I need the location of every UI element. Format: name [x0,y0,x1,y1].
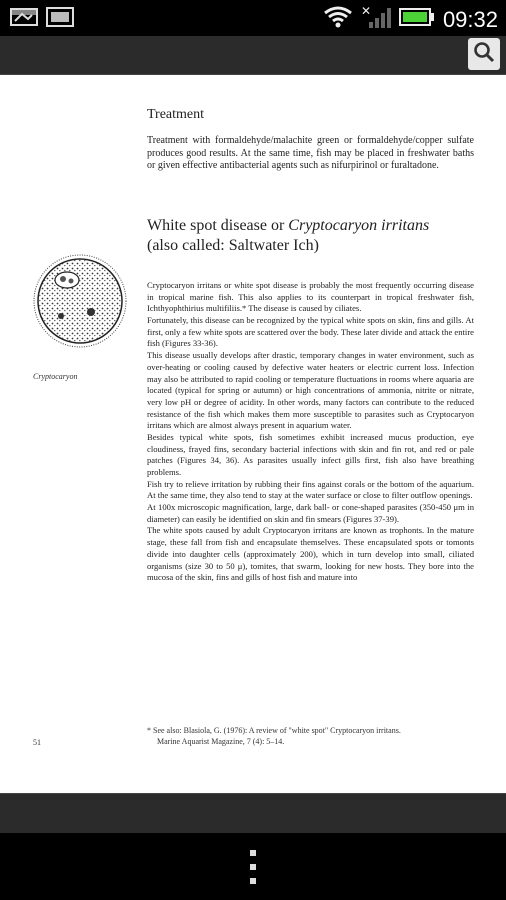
reader-bottom-bar [0,793,506,834]
body-paragraph: Cryptocaryon irritans or white spot disease is probably the most frequently occurring disease in tropical marine fish. This also applies to its counterpart in tropical freshwater fish, Ichthyophthirius multifiliis.* The disease is caused by ciliates. [147,280,474,314]
gallery-icon [46,6,74,33]
status-time: 09:32 [442,6,498,32]
body-paragraph: Besides typical white spots, fish sometimes exhibit increased mucus production, eye cloudiness, frayed fins, secondary bacterial infections with skin and fin rot, and red or pale patches (Figures 34, 36). As parasites usually infect gills first, fish also have breathing problems. [147,431,474,477]
app-toolbar [0,36,506,75]
battery-icon [399,7,435,32]
body-paragraph: At 100x microscopic magnification, large, dark ball- or cone-shaped parasites (350-450 μm in diameter) can easily be identified on skin and fin smears (Figures 37-39). [147,502,474,524]
heading-plain: White spot disease or [147,217,289,234]
status-bar [0,0,506,36]
book-page[interactable] [0,75,506,793]
menu-overflow-icon[interactable] [248,850,258,884]
heading-italic: Cryptocaryon irritans [288,217,430,234]
body-paragraph: The white spots caused by adult Cryptocaryon irritans are known as trophonts. In the mature stage, these fall from fish and encapsulate themselves. These encapsulated spots or tomonts divide into daughter cells (approximately 200), which in turn develop into small, ciliated organisms (size 30 to 50 μ), tomites, that swarm, looking for new hosts. They bore into the mucosa of the skin, fins and gills of host fish and mature into [147,525,474,583]
section-heading-white-spot [147,216,429,256]
footnote-line: * See also: Blasiola, G. (1976): A review of "white spot" Cryptocaryon irritans. [147,726,401,735]
cryptocaryon-illustration [31,252,129,350]
svg-text:✕: ✕ [360,4,371,18]
section-heading-treatment: Treatment [147,107,205,122]
navigation-bar [0,833,506,900]
footnote [147,726,474,748]
signal-icon [361,4,391,35]
footnote-line: Marine Aquarist Magazine, 7 (4): 5–14. [157,736,285,746]
page-number: 51 [33,738,41,747]
search-icon [473,41,495,68]
body-paragraph: Fish try to relieve irritation by rubbing their fins against corals or the bottom of the aquarium. At the same time, they also tend to stay at the water surface or close to filter outflow openings. [147,478,474,501]
white-spot-body [147,280,474,584]
body-paragraph: This disease usually develops after drastic, temporary changes in water environment, such as over-heating or cooling caused by defective water heaters or electric current loss. Infection may also be attributed to rapid cooling or temperature fluctuations in rooms where aquaria are located (typical for spring or autumn) or high concentrations of ammonia, nitrite or nitrate, very low pH or degree of acidity. In other words, many factors can contribute to the reduced resistance of the fish which makes them more susceptible to parasites such as Cryptocaryon irritans which are almost always present in aquarium water. [147,350,474,431]
figure-caption: Cryptocaryon [33,372,78,381]
body-paragraph: Fortunately, this disease can be recognized by the typical white spots on skin, fins and gills. At first, only a few white spots are scattered over the body. These later divide and attack the entire fish (Figures 33-36). [147,315,474,349]
wifi-icon [323,5,353,34]
treatment-paragraph: Treatment with formaldehyde/malachite green or formaldehyde/copper sulfate produces good results. At the same time, fish may be placed in freshwater baths or given effective antibacterial agents such as nifurpirinol or furaltadone. [147,135,474,171]
search-button[interactable] [468,38,500,70]
image-icon [10,6,38,33]
heading-subtitle: (also called: Saltwater Ich) [147,237,319,254]
